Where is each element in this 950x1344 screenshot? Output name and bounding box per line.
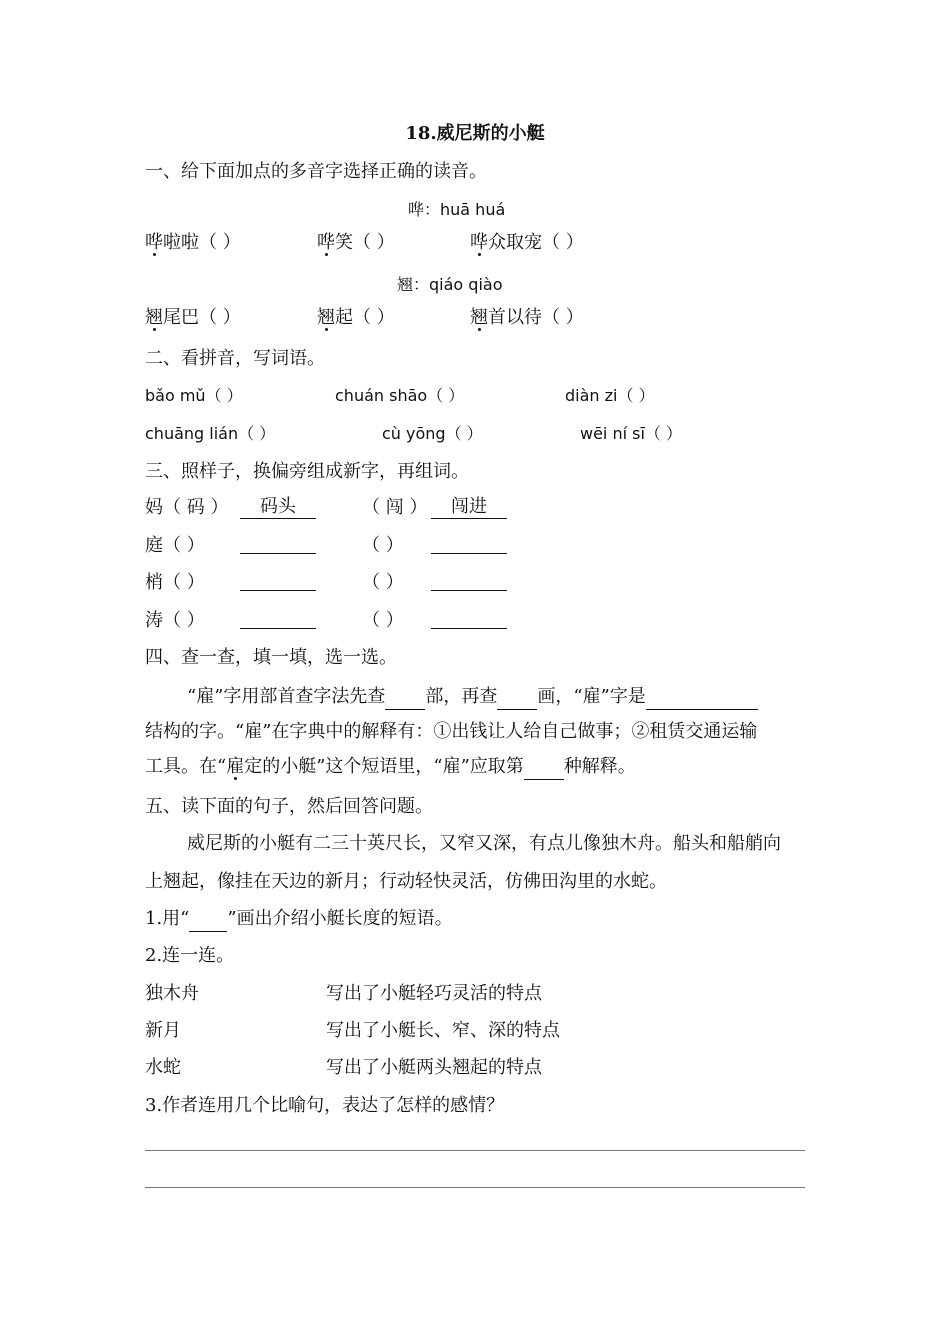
question-1: 1.用“ ”画出介绍小艇长度的短语。 [145,907,453,932]
word-item: 翘起（ ） [317,307,395,328]
char-row-label: 庭（ ） [145,535,205,556]
char-row-label: （ ） [362,535,404,556]
question-3: 3.作者连用几个比喻句，表达了怎样的感情？ [145,1095,505,1116]
match-left-item: 水蛇 [145,1057,181,1078]
word-item: 哗笑（ ） [317,232,395,253]
match-right-item: 写出了小艇轻巧灵活的特点 [326,983,542,1004]
lookup-paragraph-line-3: 工具。在“雇定的小艇”这个短语里，“雇”应取第 种解释。 [145,755,636,780]
pinyin-item: wēi ní sī（ ） [580,424,683,443]
match-left-item: 独木舟 [145,983,199,1004]
answer-line [240,628,316,629]
char-row-label: 涛（ ） [145,610,205,631]
char-row-label: 梢（ ） [145,572,205,593]
answer-line [145,1187,805,1188]
match-left-item: 新月 [145,1020,181,1041]
example-word-1: 码头 [240,496,316,519]
answer-line [431,628,507,629]
passage-line-2: 上翘起，像挂在天边的新月；行动轻快灵活，仿佛田沟里的水蛇。 [145,871,667,892]
word-item: 哗啦啦（ ） [145,232,241,253]
question-2: 2.连一连。 [145,945,235,966]
section-4-heading: 四、查一查，填一填，选一选。 [145,647,397,668]
char-row-label: （ ） [362,610,404,631]
word-item: 翘尾巴（ ） [145,307,241,328]
reading-options-hua: 哗：huā huá [408,200,506,219]
page-title: 18.威尼斯的小艇 [405,123,545,144]
pinyin-item: chuán shāo（ ） [335,386,465,405]
word-item: 翘首以待（ ） [470,307,584,328]
answer-line [145,1150,805,1151]
answer-line [431,553,507,554]
match-right-item: 写出了小艇两头翘起的特点 [326,1057,542,1078]
example-char-2: （ 闯 ） [362,497,428,518]
example-word-2: 闯进 [431,496,507,519]
lookup-paragraph-line-1: “雇”字用部首查字法先查 部，再查 画，“雇”字是 [187,685,758,710]
char-row-label: （ ） [362,572,404,593]
reading-options-qiao: 翘：qiáo qiào [397,275,503,294]
answer-line [240,553,316,554]
pinyin-item: cù yōng（ ） [382,424,483,443]
lookup-paragraph-line-2: 结构的字。“雇”在字典中的解释有：①出钱让人给自己做事；②租赁交通运输 [145,721,758,742]
pinyin-item: bǎo mǔ（ ） [145,386,243,405]
section-1-heading: 一、给下面加点的多音字选择正确的读音。 [145,161,487,182]
pinyin-item: chuāng lián（ ） [145,424,276,443]
example-char-1: 妈（ 码 ） [145,497,229,518]
section-5-heading: 五、读下面的句子，然后回答问题。 [145,796,433,817]
passage-line-1: 威尼斯的小艇有二三十英尺长，又窄又深，有点儿像独木舟。船头和船艄向 [187,833,781,854]
pinyin-item: diàn zi（ ） [565,386,655,405]
answer-line [431,590,507,591]
answer-line [240,590,316,591]
section-3-heading: 三、照样子，换偏旁组成新字，再组词。 [145,461,469,482]
word-item: 哗众取宠（ ） [470,232,584,253]
section-2-heading: 二、看拼音，写词语。 [145,348,325,369]
match-right-item: 写出了小艇长、窄、深的特点 [326,1020,560,1041]
